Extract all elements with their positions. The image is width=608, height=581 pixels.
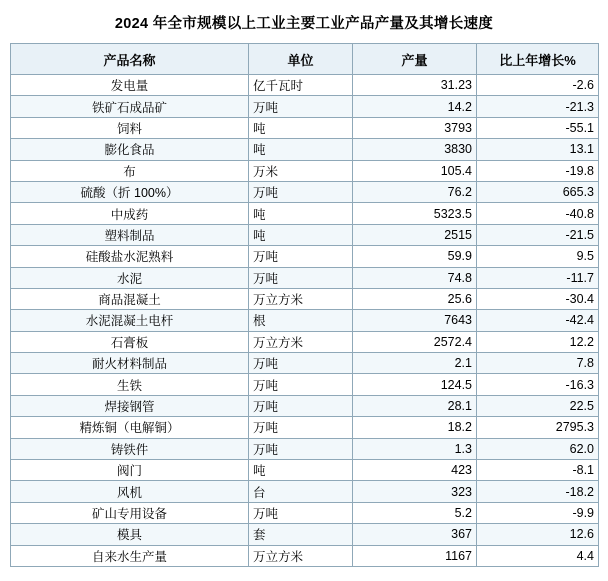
cell-output: 105.4 [353,160,477,181]
cell-output: 7643 [353,310,477,331]
table-row [11,460,599,481]
cell-product-name: 水泥混凝土电杆 [11,310,249,331]
cell-product-name: 塑料制品 [11,224,249,245]
table-header-row [11,44,599,75]
cell-growth: 7.8 [477,353,599,374]
cell-unit: 吨 [249,117,353,138]
cell-unit: 根 [249,310,353,331]
cell-unit: 万立方米 [249,288,353,309]
table-row [11,117,599,138]
column-header-product-name: 产品名称 [11,44,249,75]
cell-product-name: 发电量 [11,75,249,96]
cell-product-name: 生铁 [11,374,249,395]
column-header-unit: 单位 [249,44,353,75]
table-row [11,481,599,502]
table-container [0,43,608,567]
cell-unit: 万吨 [249,502,353,523]
cell-output: 423 [353,460,477,481]
cell-unit: 套 [249,524,353,545]
cell-unit: 万吨 [249,438,353,459]
table-row [11,395,599,416]
cell-growth: -2.6 [477,75,599,96]
cell-unit: 万吨 [249,353,353,374]
table-row [11,267,599,288]
table-row [11,524,599,545]
cell-product-name: 石膏板 [11,331,249,352]
cell-growth: -42.4 [477,310,599,331]
cell-growth: 665.3 [477,181,599,202]
cell-growth: -21.3 [477,96,599,117]
cell-output: 14.2 [353,96,477,117]
table-row [11,75,599,96]
cell-growth: -11.7 [477,267,599,288]
table-body [11,75,599,567]
cell-growth: -8.1 [477,460,599,481]
cell-unit: 亿千瓦时 [249,75,353,96]
table-row [11,502,599,523]
cell-product-name: 风机 [11,481,249,502]
cell-unit: 万吨 [249,181,353,202]
cell-product-name: 精炼铜（电解铜） [11,417,249,438]
cell-growth: -21.5 [477,224,599,245]
table-row [11,139,599,160]
cell-unit: 吨 [249,203,353,224]
cell-growth: 12.6 [477,524,599,545]
cell-output: 25.6 [353,288,477,309]
table-row [11,203,599,224]
cell-output: 124.5 [353,374,477,395]
table-row [11,160,599,181]
table-row [11,331,599,352]
cell-product-name: 饲料 [11,117,249,138]
table-row [11,417,599,438]
cell-growth: 13.1 [477,139,599,160]
cell-output: 367 [353,524,477,545]
cell-product-name: 铁矿石成品矿 [11,96,249,117]
table-row [11,545,599,566]
cell-growth: 9.5 [477,246,599,267]
cell-unit: 万米 [249,160,353,181]
cell-output: 2515 [353,224,477,245]
cell-unit: 万吨 [249,267,353,288]
table-row [11,353,599,374]
table-row [11,96,599,117]
table-row [11,288,599,309]
page-title: 2024 年全市规模以上工业主要工业产品产量及其增长速度 [114,16,494,32]
cell-product-name: 中成药 [11,203,249,224]
cell-product-name: 商品混凝土 [11,288,249,309]
cell-growth: -55.1 [477,117,599,138]
cell-output: 5.2 [353,502,477,523]
cell-output: 31.23 [353,75,477,96]
cell-unit: 吨 [249,460,353,481]
cell-growth: 4.4 [477,545,599,566]
cell-product-name: 铸铁件 [11,438,249,459]
cell-product-name: 布 [11,160,249,181]
cell-unit: 万吨 [249,246,353,267]
cell-product-name: 膨化食品 [11,139,249,160]
cell-unit: 万吨 [249,374,353,395]
cell-product-name: 耐火材料制品 [11,353,249,374]
table-row [11,181,599,202]
cell-product-name: 模具 [11,524,249,545]
cell-output: 1167 [353,545,477,566]
cell-product-name: 阀门 [11,460,249,481]
cell-output: 18.2 [353,417,477,438]
cell-growth: 2795.3 [477,417,599,438]
cell-unit: 万立方米 [249,545,353,566]
cell-output: 74.8 [353,267,477,288]
cell-product-name: 水泥 [11,267,249,288]
column-header-output: 产量 [353,44,477,75]
cell-output: 76.2 [353,181,477,202]
cell-unit: 万吨 [249,417,353,438]
cell-product-name: 自来水生产量 [11,545,249,566]
cell-growth: -19.8 [477,160,599,181]
cell-unit: 台 [249,481,353,502]
cell-output: 5323.5 [353,203,477,224]
cell-unit: 吨 [249,139,353,160]
cell-unit: 吨 [249,224,353,245]
cell-output: 2.1 [353,353,477,374]
cell-growth: -40.8 [477,203,599,224]
cell-output: 1.3 [353,438,477,459]
cell-output: 59.9 [353,246,477,267]
cell-product-name: 硅酸盐水泥熟料 [11,246,249,267]
cell-growth: 12.2 [477,331,599,352]
table-header [11,44,599,75]
cell-growth: 62.0 [477,438,599,459]
table-row [11,224,599,245]
cell-unit: 万吨 [249,96,353,117]
cell-growth: 22.5 [477,395,599,416]
column-header-growth: 比上年增长% [477,44,599,75]
cell-output: 3793 [353,117,477,138]
cell-growth: -18.2 [477,481,599,502]
cell-product-name: 硫酸（折 100%） [11,181,249,202]
industrial-output-table [10,43,599,567]
cell-output: 2572.4 [353,331,477,352]
cell-growth: -9.9 [477,502,599,523]
cell-growth: -30.4 [477,288,599,309]
table-row [11,374,599,395]
table-row [11,310,599,331]
cell-unit: 万吨 [249,395,353,416]
cell-unit: 万立方米 [249,331,353,352]
cell-product-name: 矿山专用设备 [11,502,249,523]
cell-product-name: 焊接钢管 [11,395,249,416]
table-row [11,438,599,459]
cell-output: 3830 [353,139,477,160]
cell-output: 28.1 [353,395,477,416]
table-row [11,246,599,267]
cell-growth: -16.3 [477,374,599,395]
cell-output: 323 [353,481,477,502]
